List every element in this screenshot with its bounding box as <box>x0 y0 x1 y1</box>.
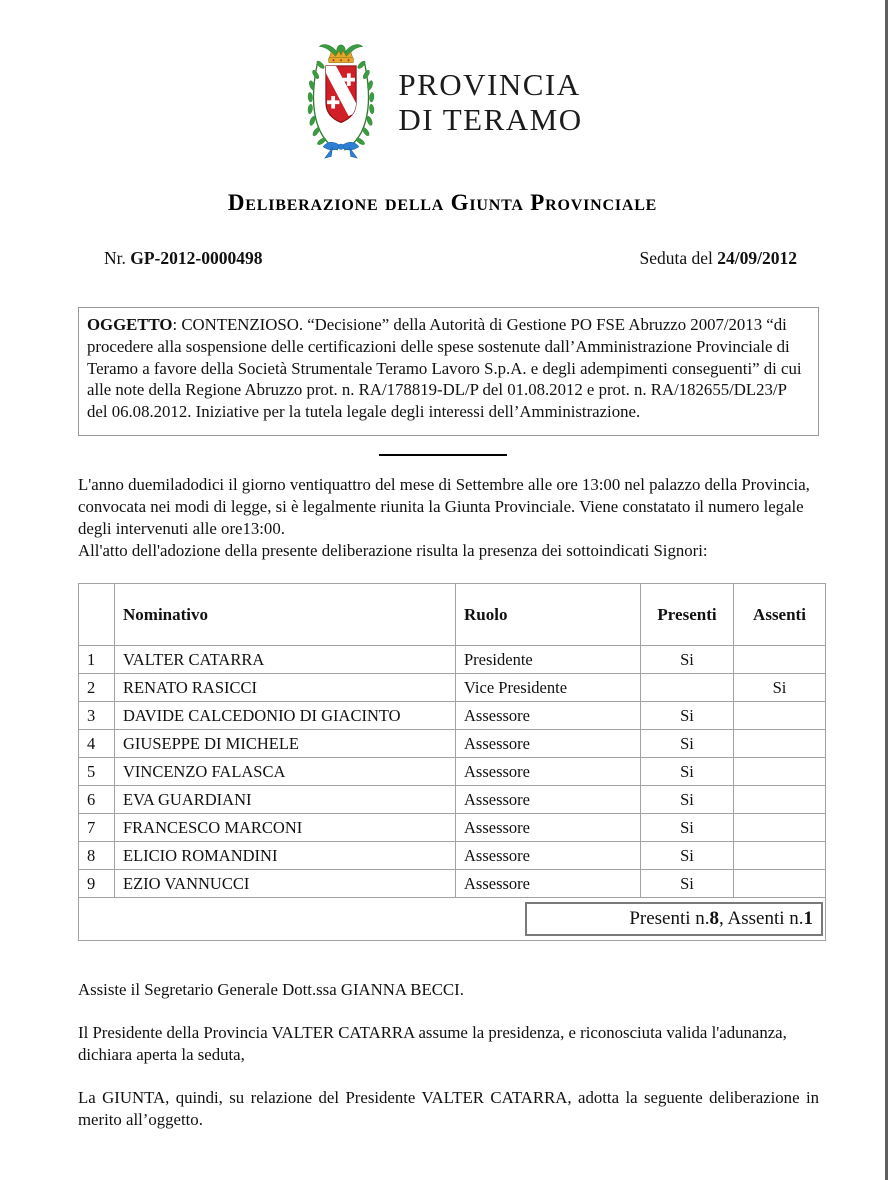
attendance-summary-box <box>525 902 823 936</box>
seduta-label: Seduta del <box>639 248 718 268</box>
cell-present: Si <box>641 786 734 814</box>
cell-present: Si <box>641 842 734 870</box>
provincia-di-teramo-crest-icon <box>302 40 380 164</box>
session-date <box>640 248 798 269</box>
cell-present: Si <box>641 730 734 758</box>
org-name-line2: DI TERAMO <box>398 102 583 137</box>
cell-num: 8 <box>79 842 115 870</box>
giunta-paragraph: La GIUNTA, quindi, su relazione del Presidente VALTER CATARRA, adotta la seguente deliberazione in merito all’oggetto. <box>78 1087 819 1129</box>
table-row <box>79 702 826 730</box>
cell-name: GIUSEPPE DI MICHELE <box>115 730 456 758</box>
closing-block <box>78 979 819 1130</box>
cell-absent <box>734 730 826 758</box>
cell-name: RENATO RASICCI <box>115 674 456 702</box>
cell-role: Vice Presidente <box>456 674 641 702</box>
cell-absent <box>734 870 826 898</box>
meta-row <box>78 248 819 269</box>
cell-name: DAVIDE CALCEDONIO DI GIACINTO <box>115 702 456 730</box>
cell-name: VINCENZO FALASCA <box>115 758 456 786</box>
cell-role: Assessore <box>456 814 641 842</box>
cell-name: FRANCESCO MARCONI <box>115 814 456 842</box>
intro-paragraph-2: All'atto dell'adozione della presente deliberazione risulta la presenza dei sottoindicati Signori: <box>78 540 708 560</box>
cell-absent <box>734 842 826 870</box>
cell-absent <box>734 786 826 814</box>
subject-box <box>78 307 819 436</box>
header-nominativo: Nominativo <box>115 584 456 646</box>
present-count-value: 8 <box>709 908 720 930</box>
cell-name: ELICIO ROMANDINI <box>115 842 456 870</box>
secretary-paragraph: Assiste il Segretario Generale Dott.ssa GIANNA BECCI. <box>78 980 464 1000</box>
table-row <box>79 674 826 702</box>
attendance-table <box>78 583 826 941</box>
president-paragraph: Il Presidente della Provincia VALTER CATARRA assume la presidenza, e riconosciuta valida l'adunanza, dichiara aperta la seduta, <box>78 1023 787 1065</box>
cell-present: Si <box>641 646 734 674</box>
cell-absent <box>734 814 826 842</box>
table-row <box>79 758 826 786</box>
org-name-line1: PROVINCIA <box>398 66 581 102</box>
cell-role: Assessore <box>456 758 641 786</box>
table-row <box>79 730 826 758</box>
cell-num: 5 <box>79 758 115 786</box>
present-count-label: Presenti n. <box>629 908 710 930</box>
crest-ribbon <box>324 142 360 158</box>
cell-role: Assessore <box>456 786 641 814</box>
cell-present: Si <box>641 814 734 842</box>
table-row <box>79 870 826 898</box>
cell-role: Assessore <box>456 870 641 898</box>
subject-label: OGGETTO <box>87 315 173 334</box>
cell-name: EVA GUARDIANI <box>115 786 456 814</box>
cell-absent <box>734 646 826 674</box>
cell-num: 2 <box>79 674 115 702</box>
cell-role: Assessore <box>456 842 641 870</box>
header-presenti: Presenti <box>641 584 734 646</box>
table-row <box>79 814 826 842</box>
cell-absent <box>734 758 826 786</box>
attendance-summary-cell <box>79 898 826 941</box>
nr-value: GP-2012-0000498 <box>130 248 263 268</box>
absent-count-label: , Assenti n. <box>719 908 804 930</box>
table-header-row <box>79 584 826 646</box>
cell-role: Assessore <box>456 702 641 730</box>
cell-name: VALTER CATARRA <box>115 646 456 674</box>
cell-present <box>641 674 734 702</box>
absent-count-value: 1 <box>803 908 813 930</box>
subject-text: : CONTENZIOSO. “Decisione” della Autorità di Gestione PO FSE Abruzzo 2007/2013 “di procedere alla sospensione delle certificazioni delle spese sostenute dall’Amministrazione Provinciale di Teramo a favore della Società Strumentale Teramo Lavoro S.p.A. e degli adempimenti conseguenti” di cui alle note della Regione Abruzzo prot. n. RA/178819-DL/P del 01.08.2012 e prot. n. RA/182655/DL23/P del 06.08.2012. Iniziative per la tutela legale degli interessi dell’Amministrazione. <box>87 315 802 422</box>
header-assenti: Assenti <box>734 584 826 646</box>
cell-absent <box>734 702 826 730</box>
divider-rule <box>379 454 507 456</box>
cell-num: 3 <box>79 702 115 730</box>
deliberation-number <box>104 248 262 269</box>
cell-role: Assessore <box>456 730 641 758</box>
org-name <box>398 67 582 138</box>
attendance-summary-row <box>79 898 826 941</box>
intro-paragraph-1: L'anno duemiladodici il giorno ventiquattro del mese di Settembre alle ore 13:00 nel palazzo della Provincia, convocata nei modi di legge, si è legalmente riunita la Giunta Provinciale. Viene constatato il numero legale degli intervenuti alle ore13:00. <box>78 475 810 538</box>
table-row <box>79 786 826 814</box>
cell-num: 4 <box>79 730 115 758</box>
cell-num: 9 <box>79 870 115 898</box>
cell-present: Si <box>641 758 734 786</box>
table-row <box>79 842 826 870</box>
header-num <box>79 584 115 646</box>
cell-num: 1 <box>79 646 115 674</box>
cell-absent: Si <box>734 674 826 702</box>
cell-num: 6 <box>79 786 115 814</box>
table-row <box>79 646 826 674</box>
page-title: Deliberazione della Giunta Provinciale <box>227 190 658 215</box>
cell-name: EZIO VANNUCCI <box>115 870 456 898</box>
header-ruolo: Ruolo <box>456 584 641 646</box>
cell-present: Si <box>641 870 734 898</box>
cell-role: Presidente <box>456 646 641 674</box>
cell-present: Si <box>641 702 734 730</box>
intro-block <box>78 474 819 561</box>
seduta-value: 24/09/2012 <box>717 248 797 268</box>
nr-label: Nr. <box>104 248 131 268</box>
cell-num: 7 <box>79 814 115 842</box>
logo-block <box>0 0 885 164</box>
